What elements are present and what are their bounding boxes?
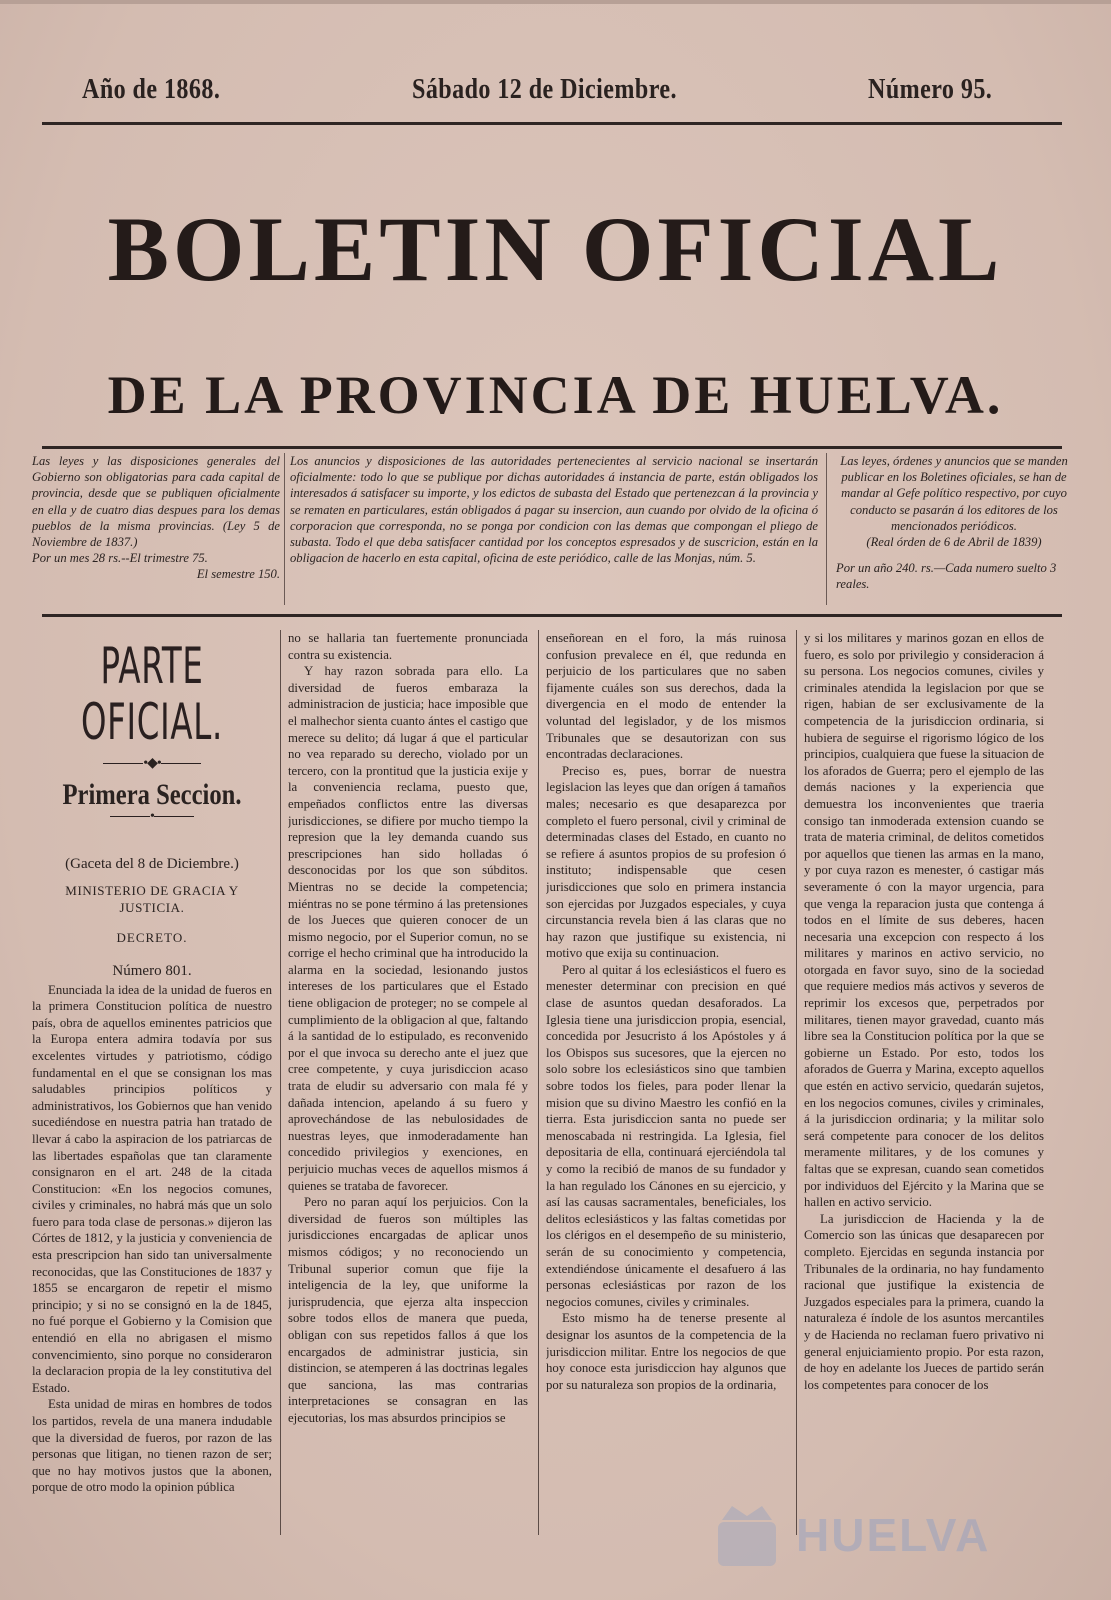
- notice-divider-1: [284, 453, 285, 605]
- paragraph: Pero al quitar á los eclesiásticos el fuero es menester determinar con precision en qué clase de asuntos quedan desaforados. La Iglesia tiene una jurisdiccion propia, esencial, concedida por Jesucristo á los Apóstoles y á los Obispos sus sucesores, que la ejercen no solo sobre los eclesiásticos sino que tambien sobre todos los fieles, para poder llenar la mision que su divino Maestro les confió en la tierra. Esta jurisdiccion santa no puede ser menoscabada ni restringida. La Iglesia, fiel depositaria de ella, continuará ejerciéndola tal y como la recibió de manos de su fundador y la han regulado los Cánones en su ejercicio, y así las causas sacramentales, beneficiales, los delitos eclesiásticos y las faltas cometidas por los clérigos en el desempeño de su ministerio, serán de su conocimiento y competencia, extendiéndose únicamente el desafuero á las personas eclesiásticas por razon de los negocios comunes, civiles y criminales.: [546, 962, 786, 1309]
- paragraph: enseñorean en el foro, la más ruinosa confusion prevalece en él, que redunda en perjuicio de los particulares que no saben fijamente cuáles son sus derechos, dada la divergencia en el modo de entender la voluntad del legislador, y de los mismos Tribunales que se desautorizan con sus encontradas declaraciones.: [546, 631, 786, 762]
- notices-band: [32, 445, 1072, 610]
- column-2: [288, 630, 528, 1540]
- masthead-title: BOLETIN OFICIAL: [107, 198, 1004, 300]
- header-rule: [42, 122, 1062, 125]
- paragraph: Y hay razon sobrada para ello. La diversidad de fueros embaraza la administracion de justicia; hace imposible que el malhechor sienta cuanto ántes el castigo que merece su delito; dá lugar á que el particular no vea reparado su derecho, violado por un tercero, con la prontitud que la justicia exije y la conveniencia reclama, puesto que, empeñados conflictos entre las diversas jurisdicciones, se difiere por mucho tiempo la represion que la ley demanda cuando sus prescripciones han sido holladas ó desconocidas por los que son súbditos. Mientras no se decide la competencia; miéntras no se pone término á las pretensiones de los Jueces que quieren conocer de un mismo negocio, por el Superior comun, no se corrige el hecho criminal que ha introducido la alarma en la sociedad, lesionando justos intereses de los particulares que el Estado tiene obligacion de proteger; no se compele al cumplimiento de la obligacion al que, faltando á la santidad de lo estipulado, es reconvenido por el que invoca su derecho ante el juez que cree competente, y cuya jurisdiccion acaso trata de eludir su adversario con mala fé y dañada intencion, apelando á su fuero y aprovechándose de las nebulosidades de nuestras leyes, que inmoderadamente han concedido privilegios y exenciones, en perjuicio muchas veces de aquellos mismos á quienes se trataba de favorecer.: [288, 664, 528, 1193]
- paragraph: Preciso es, pues, borrar de nuestra legislacion las leyes que dan orígen á tamaños males; necesario es que desaparezca por completo el fuero personal, civil y criminal de determinadas clases del Estado, en cuanto no se refiere á asuntos propios de su profesion ó instituto; indispensable que cesen jurisdicciones que solo en primera instancia son ejercidas por Juzgados especiales, y cuya circunstancia revela bien á las claras que no hay razon que justifique su existencia, ni motivo que exija su continuacion.: [546, 763, 786, 961]
- notice-right: [836, 453, 1072, 593]
- ornament-divider: •◆•: [32, 756, 272, 773]
- column-4: [804, 630, 1044, 1540]
- column-divider: [280, 630, 281, 1535]
- seccion-heading: Primera Seccion.: [62, 777, 242, 811]
- column-divider: [796, 630, 797, 1535]
- dateline: [42, 74, 1062, 118]
- paragraph: La jurisdiccion de Hacienda y la de Comercio son las únicas que desaparecen por completo. Ejercidas en segunda instancia por Tribunales de la ordinaria, no hay fundamento racional que justifique la existencia de Juzgados especiales para la primera, cuando la naturaleza é índole de los asuntos mercantiles y de Hacienda no reclaman fuero privativo ni general enjuiciamiento propio. Por esta razon, de hoy en adelante los Jueces de partido serán los competentes para conocer de los: [804, 1211, 1044, 1392]
- notice-right-price: Por un año 240. rs.—Cada numero suelto 3 reales.: [836, 561, 1057, 592]
- crown-seal-icon: [704, 1500, 790, 1572]
- ministry-heading: MINISTERIO DE GRACIA Y JUSTICIA.: [65, 883, 239, 916]
- paragraph: Enunciada la idea de la unidad de fueros en la primera Constitucion política de nuestro país, obra de aquellos eminentes patricios que la Europa entera admira todavía por sus excelentes virtudes y patriotismo, código fundamental en el que se consignan los mas saludables principios políticos y administrativos, los Gobiernos que han venido sucediéndose en nuestra patria han tratado de llevar á cabo la aspiracion de los patriarcas de las libertades españolas que tan claramente consignaron en el art. 248 de la citada Constitucion: «En los negocios comunes, civiles y criminales, no habrá más que un solo fuero para toda clase de personas.» dijeron las Córtes de 1812, y la justicia y conveniencia de esta prescripcion han sido tan universalmente reconocidas, que las Constituciones de 1837 y 1855 se encargaron de repetir el mismo principio; y si no se consignó en la de 1845, no fué porque el Gobierno y la Comision que entendió en ella no abrigasen el mismo convencimiento, sino porque no consideraron la declaracion propia de la ley constitutiva del Estado.: [32, 982, 272, 1395]
- masthead-subtitle: DE LA PROVINCIA DE HUELVA.: [107, 365, 1004, 425]
- decree-number: Número 801.: [112, 962, 192, 979]
- notice-center: Los anuncios y disposiciones de las autoridades pertenecientes al servicio nacional se insertarán oficialmente: todo lo que se publique por dichas autoridades á instancia de parte, están obligados los interesados á satisfacer su importe, y los edictos de subasta del Estado que pertenezcan á la provincia y se rematen en particulares, están obligados á pagar su insercion, aun cuando por olvido de la oficina ó corporacion que corresponda, no se ponga por condicion con las demas que compongan el pliego de subasta. Todo el que deba satisfacer cantidad por los conceptos espresados y de suscricion, están en la obligacion de hacerlo en esta capital, oficina de este periódico, calle de las Monjas, núm. 5.: [290, 454, 818, 566]
- issue-number: Número 95.: [868, 74, 993, 105]
- notice-left-text: Las leyes y las disposiciones generales del Gobierno son obligatorias para cada capital de provincia, desde que se publiquen oficialmente en ella y de cuatro dias despues para los demas pueblos de la misma provincias. (Ley 5 de Noviembre de 1837.): [32, 454, 280, 550]
- article-columns: [32, 630, 1072, 1540]
- notice-left: [32, 453, 280, 583]
- watermark-text: HUELVA: [796, 1509, 991, 1561]
- notice-left-price-1: Por un mes 28 rs.--El trimestre 75.: [32, 551, 208, 566]
- paragraph: y si los militares y marinos gozan en ellos de fuero, es solo por privilegio y consideracion á su persona. Los negocios comunes, civiles y criminales atendida la legislacion por que se rigen, habian de ser exclusivamente de la competencia de la jurisdiccion ordinaria, si hubiera de seguirse el rigorismo lógico de los principios, cualquiera que fuese la situacion de los aforados de Guerra; pero el ejemplo de las demás naciones y la experiencia que demuestra los inconvenientes que traeria consigo tan inmoderada extension cuando se trata de materia criminal, de delitos cometidos por aquellos que tienen las armas en la mano, y por cuya razon es menester, ó castigar más severamente ó con la mayor urgencia, para que venga la reparacion justa que contenga á todos en el límite de sus deberes, hacen necesaria una excepcion con respecto á los militares y marinos en activo servicio, no otorgada en favor suyo, sino de la sociedad que requiere medios más activos y severos de reprimir los excesos que, perpetrados por militares, tienen mayor gravedad, cuanto más libre sea la Constitucion política por la que se gobierne un Estado. Por esto, todos los aforados de Guerra y Marina, excepto aquellos que estén en activo servicio, quedarán sujetos, en los negocios comunes, civiles y criminales, á la jurisdiccion ordinaria; y la militar solo será competente para conocer de los delitos meramente militares, y de los comunes y faltas que se expresan, cuando sean cometidos por individuos del Ejército y la Marina que se hallen en activo servicio.: [804, 631, 1044, 1210]
- column-1: [32, 630, 272, 1540]
- notice-right-ref: (Real órden de 6 de Abril de 1839): [866, 535, 1042, 550]
- notices-bottom-rule: [42, 614, 1062, 617]
- ornament-divider-2: •: [32, 809, 272, 826]
- issue-date: Sábado 12 de Diciembre.: [412, 74, 677, 105]
- parte-oficial-heading: PARTE OFICIAL.: [80, 637, 224, 751]
- issue-year: Año de 1868.: [82, 74, 221, 105]
- notice-divider-2: [826, 453, 827, 605]
- paragraph: no se hallaria tan fuertemente pronunciada contra su existencia.: [288, 631, 528, 662]
- notice-right-text: Las leyes, órdenes y anuncios que se manden publicar en los Boletines oficiales, se han de mandar al Gefe político respectivo, por cuyo conducto se pasarán á los editores de los mencionados periódicos.: [840, 454, 1068, 533]
- gaceta-reference: (Gaceta del 8 de Diciembre.): [65, 855, 239, 872]
- column-3: [546, 630, 786, 1540]
- column-divider: [538, 630, 539, 1535]
- paragraph: Pero no paran aquí los perjuicios. Con la diversidad de fueros son múltiples las jurisdicciones encargadas de aplicar unos mismos códigos; y no reconociendo un Tribunal superior comun que fije la inteligencia de la ley, que uniforme la jurisprudencia, que ejerza alta inspeccion sobre todos ellos de manera que pueda, obligan con sus repetidos fallos á que los encargados de administrar justicia, sin distincion, se atemperen á las doctrinas legales que sanciona, las mas contrarias interpretaciones se consagran en las ejecutorias, los mas absurdos principios se: [288, 1195, 528, 1425]
- decree-heading: DECRETO.: [116, 930, 188, 946]
- page-top-edge: [0, 0, 1111, 4]
- paragraph: Esto mismo ha de tenerse presente al designar los asuntos de la competencia de la jurisdiccion militar. Entre los negocios de que hoy conoce esta jurisdiccion hay algunos que por su naturaleza son propios de la ordinaria,: [546, 1311, 786, 1392]
- paragraph: Esta unidad de miras en hombres de todos los partidos, revela de una manera indudable que la diversidad de fueros, por razon de las personas que litigan, no tienen razon de ser; que no hay motivos justos que la abonen, porque de otro modo la opinion pública: [32, 1397, 272, 1495]
- notice-left-price-2: El semestre 150.: [196, 567, 280, 582]
